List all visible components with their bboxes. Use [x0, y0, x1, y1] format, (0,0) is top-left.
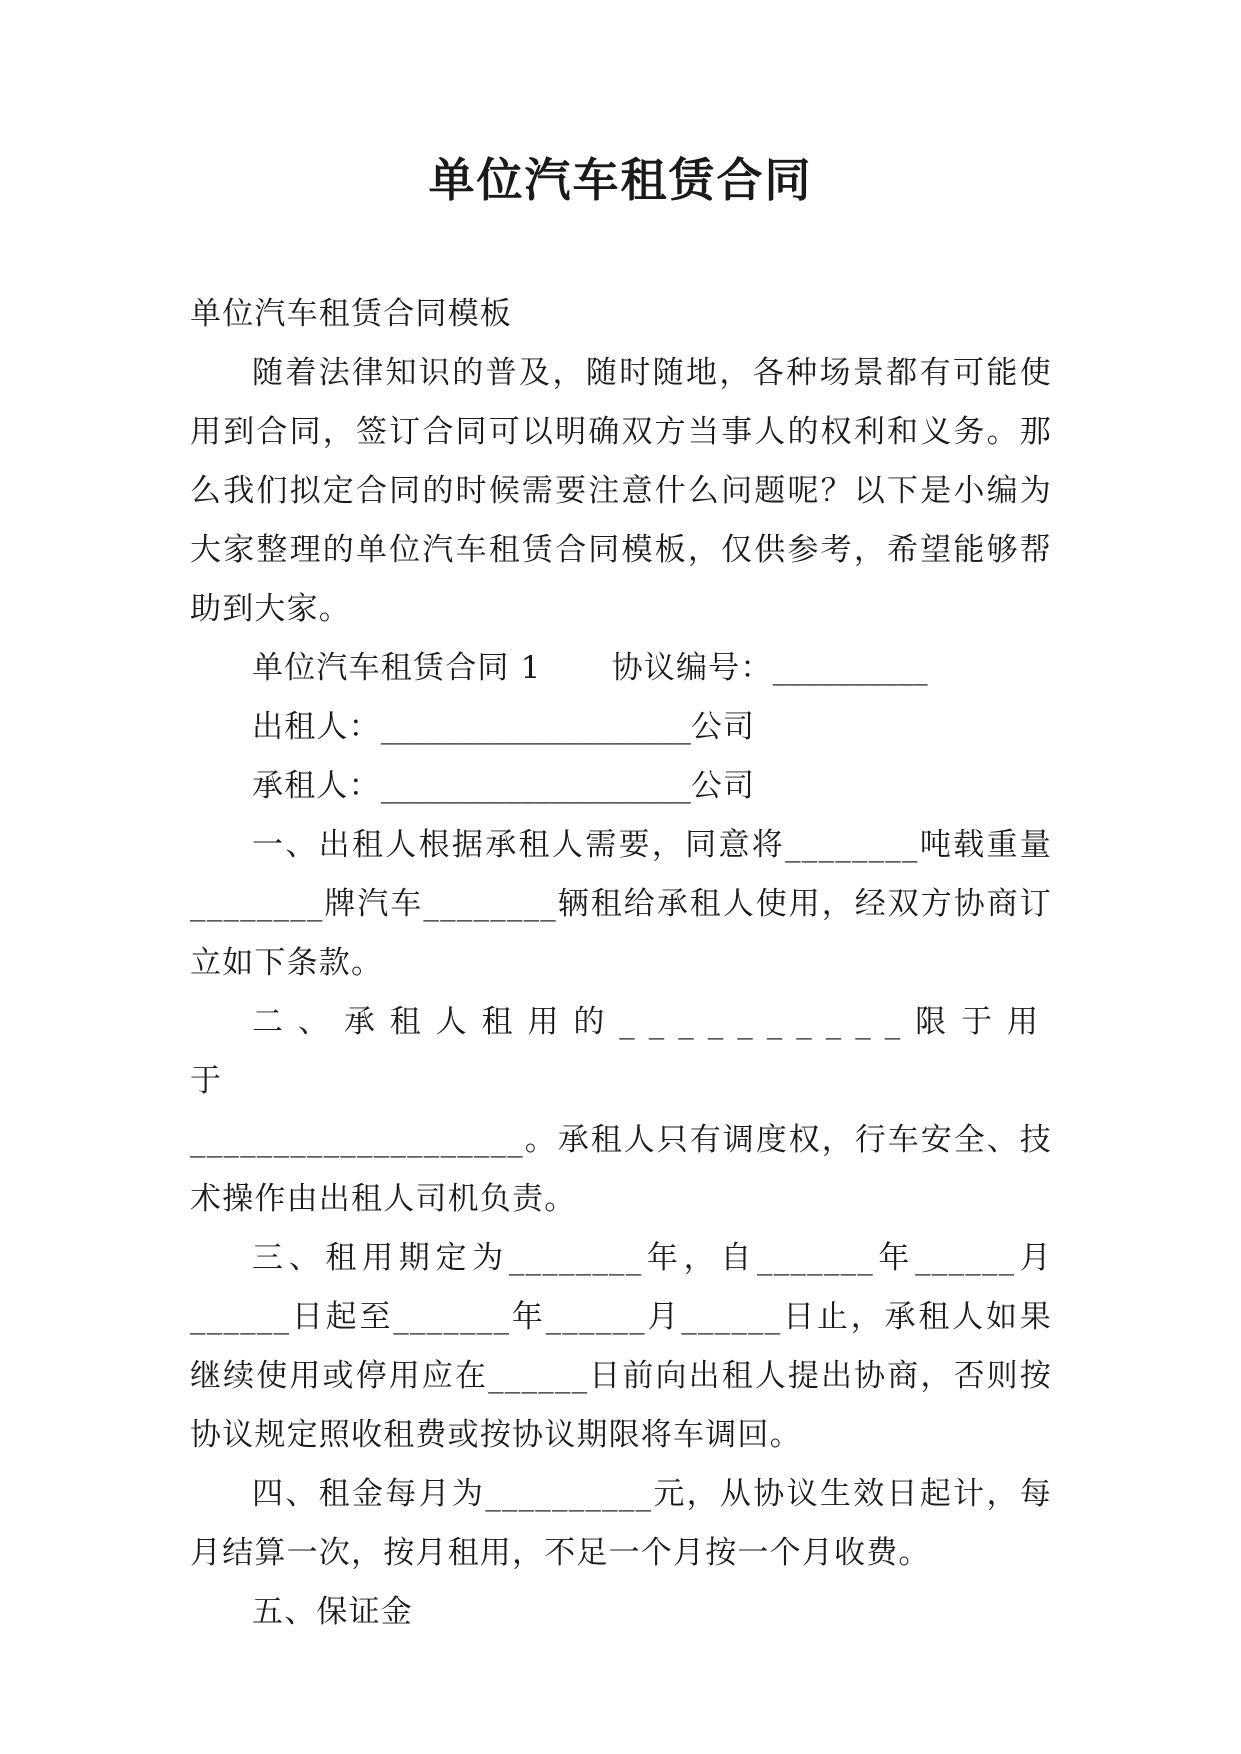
agreement-no-label: 协议编号：	[611, 650, 773, 686]
lessee-suffix: 公司	[690, 768, 756, 804]
clause-5: 五、保证金	[252, 1594, 413, 1630]
lessor-line	[190, 698, 1052, 757]
agreement-no-blank: __________	[772, 650, 928, 686]
clause-4: 四、租金每月为__________元，从协议生效日起计，每月结算一次，按月租用，不足一个月按一个月收费。	[190, 1476, 1052, 1571]
clause-2-first-line: 二、承租人租用的__________限于用于	[190, 1004, 1052, 1099]
clause-1: 一、出租人根据承租人需要，同意将________吨载重量________牌汽车________辆租给承租人使用，经双方协商订立如下条款。	[190, 827, 1052, 981]
clause-2-continuation: ____________________。承租人只有调度权，行车安全、技术操作由出租人司机负责。	[190, 1122, 1052, 1217]
intro-paragraph: 随着法律知识的普及，随时随地，各种场景都有可能使用到合同，签订合同可以明确双方当事人的权利和义务。那么我们拟定合同的时候需要注意什么问题呢？以下是小编为大家整理的单位汽车租赁合同模板，仅供参考，希望能够帮助到大家。	[190, 355, 1052, 627]
document-title: 单位汽车租赁合同	[428, 153, 813, 207]
lessee-blank: ____________________	[380, 768, 691, 804]
contract-heading-line	[190, 639, 1052, 698]
lessor-suffix: 公司	[690, 709, 756, 745]
document-body	[190, 285, 1052, 1642]
contract-heading: 单位汽车租赁合同 1	[252, 650, 542, 686]
lessor-blank: ____________________	[380, 709, 691, 745]
lessor-label: 出租人：	[252, 709, 381, 745]
lessee-line	[190, 757, 1052, 816]
lessee-label: 承租人：	[252, 768, 381, 804]
document-subtitle: 单位汽车租赁合同模板	[190, 296, 512, 332]
clause-3: 三、租用期定为________年，自_______年______月______日起至_______年______月______日止，承租人如果继续使用或停用应在______日前向出租人提出协商，否则按协议规定照收租费或按协议期限将车调回。	[190, 1240, 1052, 1453]
